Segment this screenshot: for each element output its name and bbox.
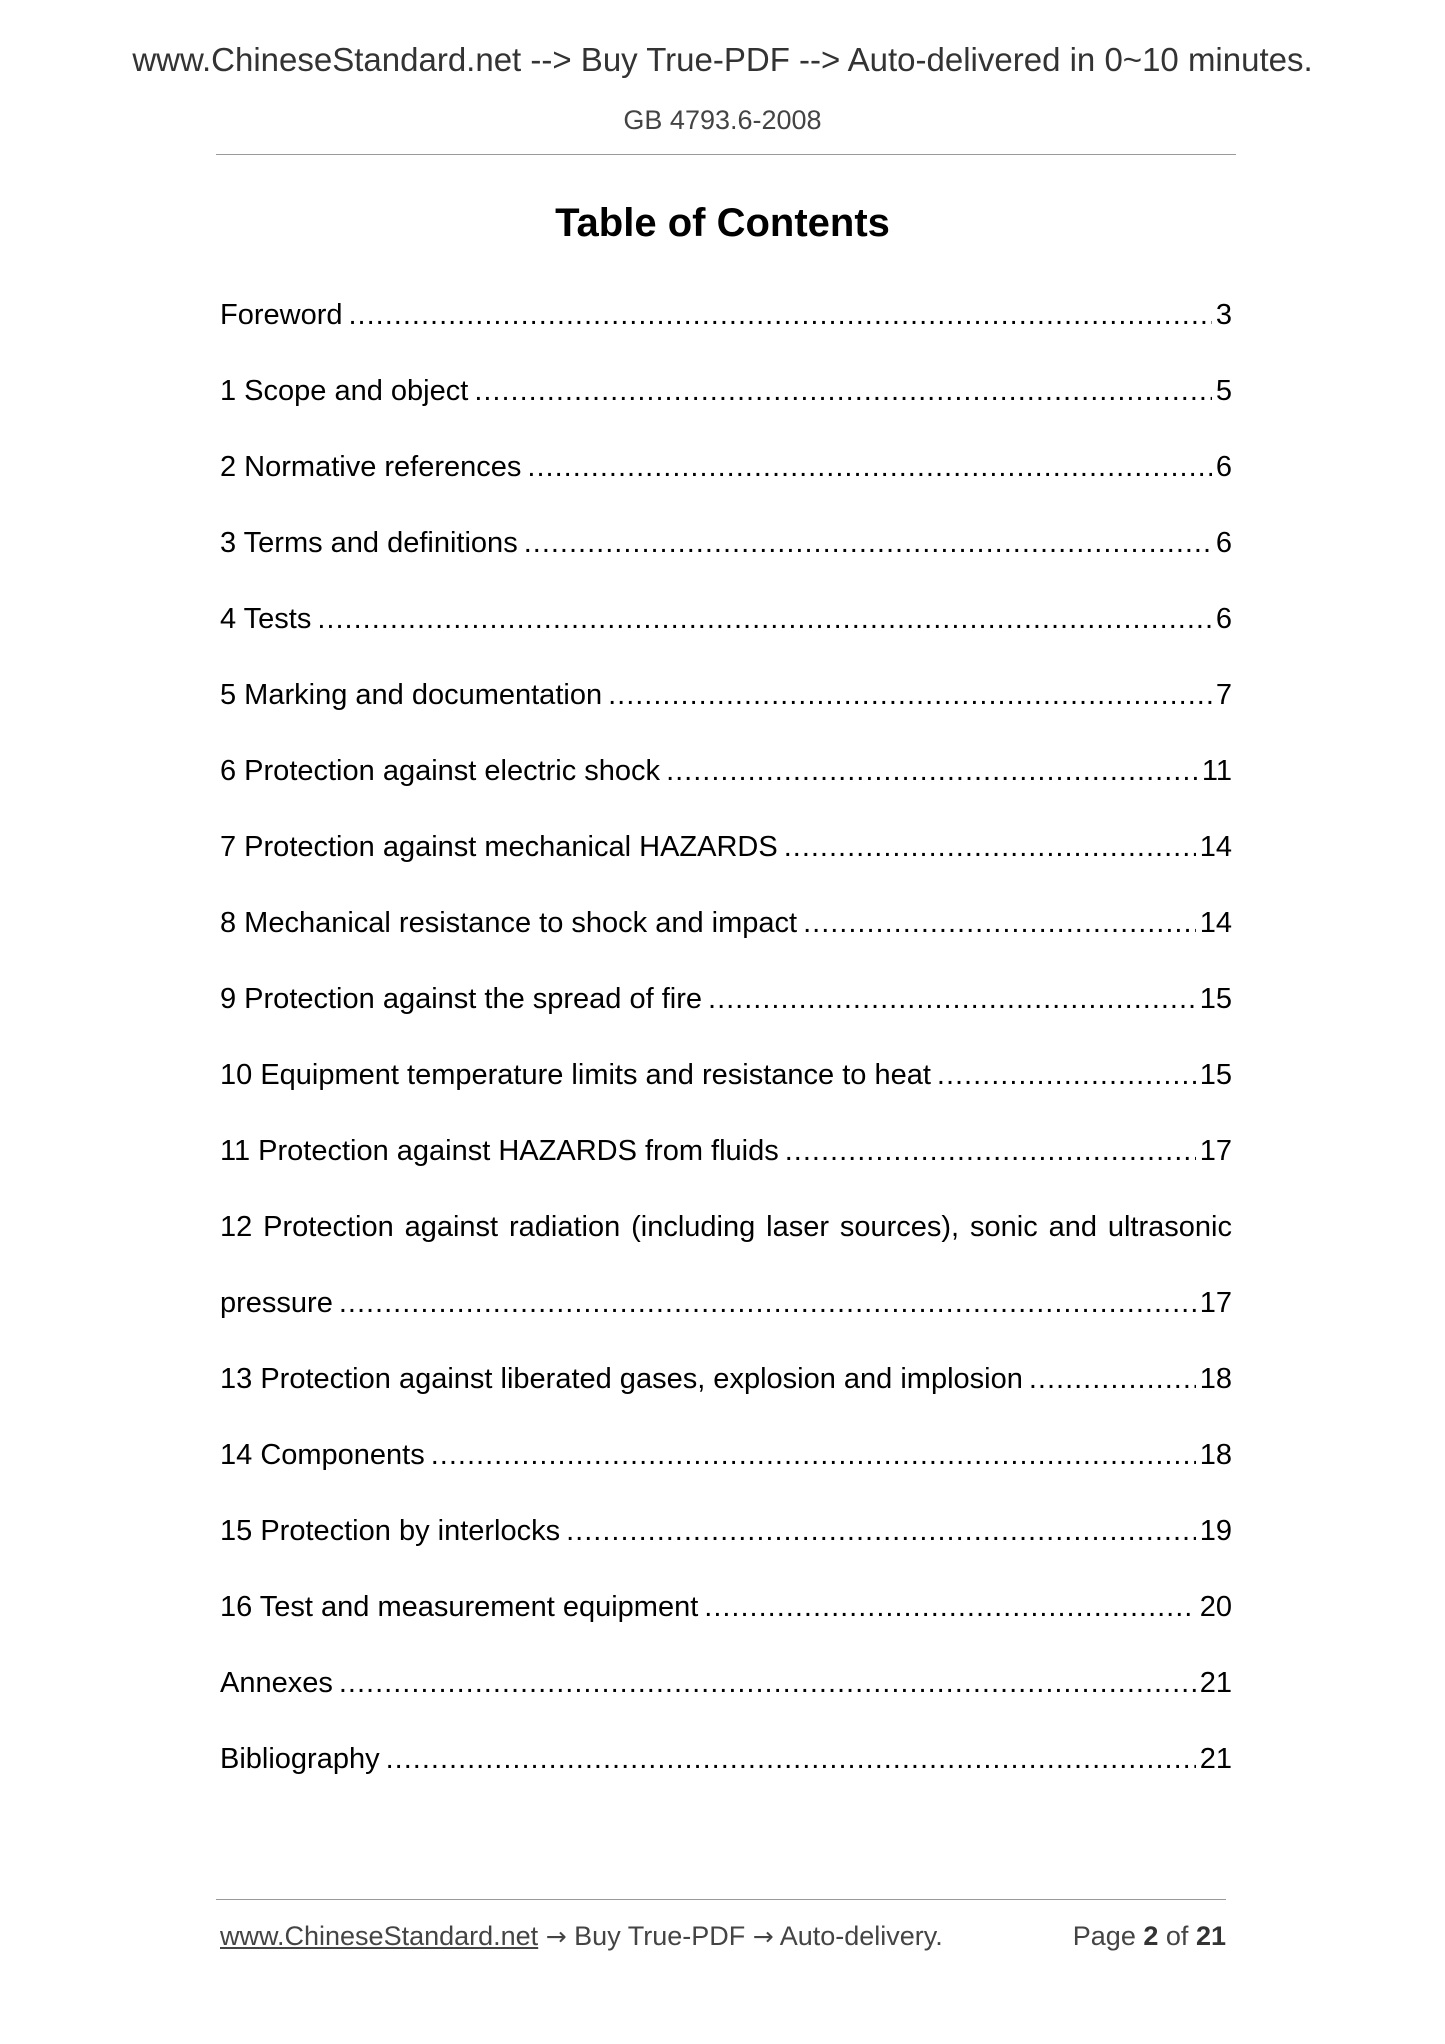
toc-leader-dots <box>524 505 1212 581</box>
toc-entry-page: 7 <box>1215 679 1232 711</box>
toc-word: sonic <box>970 1211 1038 1243</box>
delivery-text: Auto-delivery. <box>779 1921 943 1951</box>
toc-leader-dots <box>708 961 1196 1037</box>
toc-entry-foreword[interactable] <box>220 277 1232 353</box>
toc-entry-spread-of-fire[interactable] <box>220 961 1232 1037</box>
toc-entry-page: 18 <box>1199 1439 1232 1471</box>
toc-entry-page: 14 <box>1199 831 1232 863</box>
toc-entry-temperature-limits[interactable] <box>220 1037 1232 1113</box>
toc-word: ultrasonic <box>1107 1211 1232 1243</box>
total-pages-number: 21 <box>1195 1921 1226 1951</box>
toc-leader-dots <box>608 657 1212 733</box>
toc-entry-interlocks[interactable] <box>220 1493 1232 1569</box>
toc-entry-label: Annexes <box>220 1667 333 1699</box>
toc-leader-dots <box>1029 1341 1196 1417</box>
toc-leader-dots <box>317 581 1212 657</box>
toc-entry-label: pressure <box>220 1287 333 1319</box>
toc-entry-label: 3 Terms and definitions <box>220 527 518 559</box>
toc-word: against <box>404 1211 499 1243</box>
toc-leader-dots <box>937 1037 1196 1113</box>
toc-entry-page: 6 <box>1215 527 1232 559</box>
toc-entry-bibliography[interactable] <box>220 1721 1232 1797</box>
toc-leader-dots <box>386 1721 1196 1797</box>
toc-leader-dots <box>527 429 1211 505</box>
toc-title: Table of Contents <box>555 201 890 245</box>
toc-entry-label: 14 Components <box>220 1439 425 1471</box>
toc-leader-dots <box>666 733 1198 809</box>
toc-entry-label: 5 Marking and documentation <box>220 679 603 711</box>
toc-word: Protection <box>263 1211 394 1243</box>
toc-entry-page: 6 <box>1215 603 1232 635</box>
toc-entry-tests[interactable] <box>220 581 1232 657</box>
toc-word: radiation <box>508 1211 621 1243</box>
toc-entry-page: 15 <box>1199 983 1232 1015</box>
toc-entry-liberated-gases[interactable] <box>220 1341 1232 1417</box>
toc-entry-page: 15 <box>1199 1059 1232 1091</box>
toc-entry-fluids[interactable] <box>220 1113 1232 1189</box>
of-word: of <box>1165 1921 1189 1951</box>
toc-entry-page: 19 <box>1199 1515 1232 1547</box>
toc-entry-page: 18 <box>1199 1363 1232 1395</box>
toc-entry-page: 20 <box>1199 1591 1232 1623</box>
toc-entry-normative-references[interactable] <box>220 429 1232 505</box>
toc-word: 12 <box>220 1211 253 1243</box>
toc-leader-dots <box>474 353 1212 429</box>
toc-leader-dots <box>566 1493 1196 1569</box>
toc-entry-label: 9 Protection against the spread of fire <box>220 983 703 1015</box>
toc-entry-page: 3 <box>1215 299 1232 331</box>
toc-word: sources), <box>839 1211 960 1243</box>
toc-entry-label: 11 Protection against HAZARDS from fluids <box>220 1135 779 1167</box>
toc-entry-radiation-line2[interactable] <box>220 1265 1232 1341</box>
toc-word: (including <box>631 1211 756 1243</box>
toc-entry-label: Foreword <box>220 299 343 331</box>
header-divider <box>216 154 1236 155</box>
toc-list <box>220 277 1232 1797</box>
toc-entry-label: 4 Tests <box>220 603 312 635</box>
toc-entry-page: 14 <box>1199 907 1232 939</box>
toc-entry-label: 8 Mechanical resistance to shock and impact <box>220 907 798 939</box>
toc-leader-dots <box>704 1569 1195 1645</box>
toc-leader-dots <box>431 1417 1196 1493</box>
toc-entry-label: 1 Scope and object <box>220 375 469 407</box>
toc-entry-annexes[interactable] <box>220 1645 1232 1721</box>
toc-entry-test-equipment[interactable] <box>220 1569 1232 1645</box>
standard-number: GB 4793.6-2008 <box>623 105 822 135</box>
toc-leader-dots <box>339 1645 1196 1721</box>
toc-leader-dots <box>784 809 1196 885</box>
toc-entry-radiation-line1[interactable] <box>220 1189 1232 1265</box>
page-word: Page <box>1072 1921 1136 1951</box>
toc-entry-label: 13 Protection against liberated gases, explosion and implosion <box>220 1363 1023 1395</box>
top-banner: www.ChineseStandard.net --> Buy True-PDF --> Auto-delivered in 0~10 minutes. <box>132 41 1313 78</box>
toc-entry-electric-shock[interactable] <box>220 733 1232 809</box>
toc-entry-page: 11 <box>1201 755 1232 787</box>
toc-entry-components[interactable] <box>220 1417 1232 1493</box>
arrow-right-icon: → <box>752 1922 774 1951</box>
toc-leader-dots <box>339 1265 1196 1341</box>
site-link[interactable]: www.ChineseStandard.net <box>220 1921 539 1951</box>
toc-entry-terms[interactable] <box>220 505 1232 581</box>
toc-entry-label: 6 Protection against electric shock <box>220 755 661 787</box>
current-page-number: 2 <box>1143 1921 1159 1951</box>
toc-word: laser <box>766 1211 829 1243</box>
toc-entry-label: 15 Protection by interlocks <box>220 1515 561 1547</box>
toc-entry-label: Bibliography <box>220 1743 380 1775</box>
buy-text: Buy True-PDF <box>574 1921 746 1951</box>
toc-entry-page: 5 <box>1215 375 1232 407</box>
toc-leader-dots <box>785 1113 1196 1189</box>
toc-entry-label: 7 Protection against mechanical HAZARDS <box>220 831 778 863</box>
toc-entry-label: 2 Normative references <box>220 451 522 483</box>
footer-divider <box>216 1899 1226 1900</box>
toc-entry-page: 21 <box>1199 1743 1232 1775</box>
toc-word: and <box>1048 1211 1097 1243</box>
toc-entry-page: 17 <box>1199 1287 1232 1319</box>
toc-entry-page: 17 <box>1199 1135 1232 1167</box>
toc-entry-page: 6 <box>1215 451 1232 483</box>
toc-leader-dots <box>349 277 1212 353</box>
toc-entry-page: 21 <box>1199 1667 1232 1699</box>
page-footer <box>220 1918 1226 1955</box>
page-indicator <box>1073 1918 1226 1954</box>
arrow-right-icon: → <box>545 1922 567 1951</box>
toc-entry-marking[interactable] <box>220 657 1232 733</box>
toc-entry-label: 16 Test and measurement equipment <box>220 1591 699 1623</box>
toc-entry-label: 10 Equipment temperature limits and resistance to heat <box>220 1059 931 1091</box>
toc-entry-mechanical-resistance[interactable] <box>220 885 1232 961</box>
toc-leader-dots <box>803 885 1196 961</box>
toc-entry-mechanical-hazards[interactable] <box>220 809 1232 885</box>
toc-entry-scope[interactable] <box>220 353 1232 429</box>
